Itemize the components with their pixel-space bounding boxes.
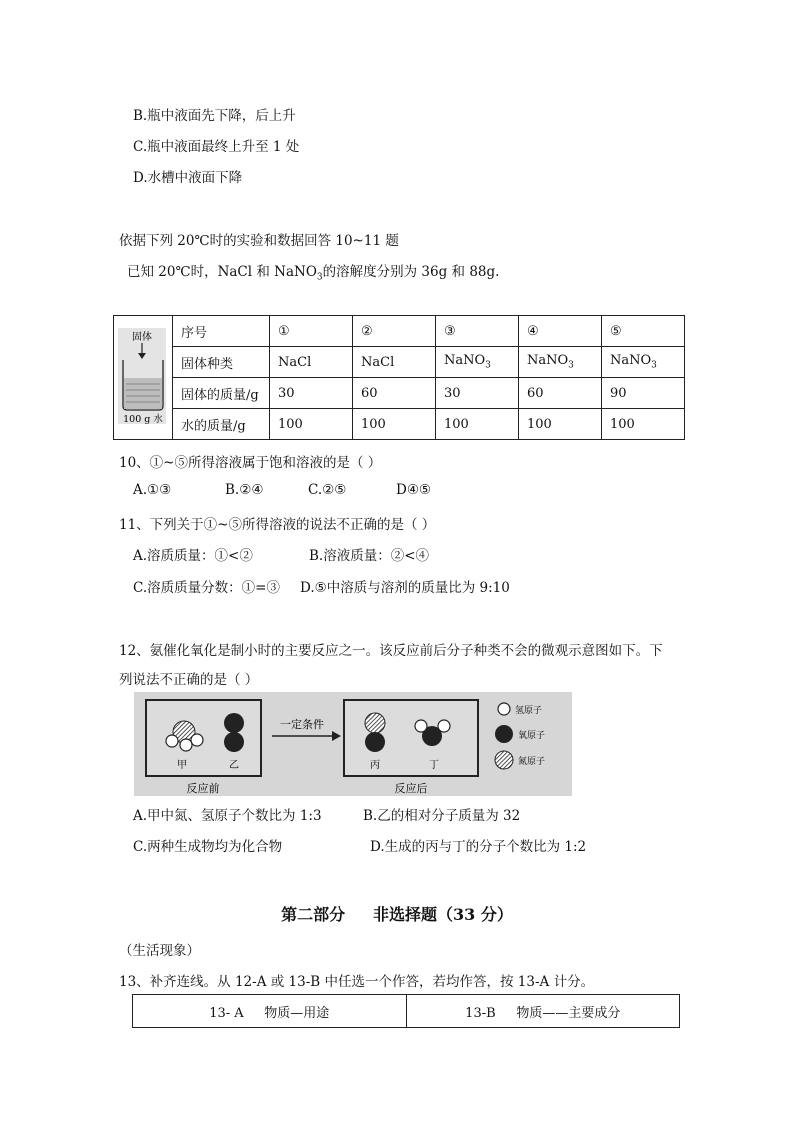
condition-label: 一定条件 [280, 718, 324, 731]
legend-oxygen: 氧原子 [518, 731, 546, 741]
q10-option-c: C.②⑤ [308, 482, 347, 498]
q12-option-c: C.两种生成物均为化合物 [133, 839, 283, 855]
table-cell: NaCl [270, 347, 353, 378]
table-cell: 固体种类 [173, 347, 270, 378]
q12-stem-line-2: 列说法不正确的是（ ） [119, 672, 259, 688]
before-label: 反应前 [186, 782, 220, 795]
table-cell: 水的质量/g [173, 409, 270, 440]
q10-stem: 10、①~⑤所得溶液属于饱和溶液的是（ ） [119, 455, 382, 471]
q11-stem: 11、下列关于①~⑤所得溶液的说法不正确的是（ ） [119, 517, 436, 533]
header-cell: 序号 [173, 316, 270, 347]
table-cell: 90 [602, 378, 685, 409]
q13-cell-a: 13- A 物质—用途 [133, 995, 407, 1028]
molecule-label-yi: 乙 [229, 760, 239, 771]
q11-option-b: B.溶液质量：②<④ [309, 548, 430, 564]
option-b-q9: B.瓶中液面先下降，后上升 [133, 108, 296, 124]
legend-hydrogen-icon [498, 703, 510, 715]
table-cell: NaNO$_3$ [519, 347, 602, 378]
beaker-icon [114, 326, 172, 426]
q12-stem-line-1: 12、氨催化氧化是制小时的主要反应之一。该反应前后分子种类不会的微观示意图如下。下 [119, 643, 663, 659]
q13-stem: 13、补齐连线。从 12-A 或 13-B 中任选一个作答，若均作答，按 13-A 计分。 [119, 974, 595, 990]
q10-option-d: D④⑤ [396, 482, 432, 498]
q12-option-d: D.生成的丙与丁的分子个数比为 1:2 [370, 839, 587, 855]
beaker-bottom-label: 100 g 水 [123, 413, 163, 425]
reaction-diagram [134, 692, 572, 796]
q12-option-a: A.甲中氮、氢原子个数比为 1:3 [133, 808, 322, 824]
header-cell: ④ [519, 316, 602, 347]
q10-option-a: A.①③ [133, 482, 172, 498]
q11-option-a: A.溶质质量：①<② [133, 548, 253, 564]
q13-table [132, 994, 680, 1028]
reaction-diagram-figure [134, 692, 572, 796]
table-cell: NaNO$_3$ [602, 347, 685, 378]
beaker-figure [114, 316, 173, 440]
table-cell: NaCl [353, 347, 436, 378]
q11-option-c: C.溶质质量分数：①=③ [133, 580, 280, 596]
molecule-label-bing: 丙 [370, 760, 380, 771]
header-cell: ③ [436, 316, 519, 347]
header-cell: ① [270, 316, 353, 347]
molecule-label-ding: 丁 [429, 760, 439, 771]
beaker-top-label: 固体 [132, 331, 152, 343]
legend-oxygen-icon [495, 725, 513, 743]
molecule-label-jia: 甲 [177, 760, 187, 771]
q12-option-b: B.乙的相对分子质量为 32 [363, 808, 521, 824]
legend-nitrogen-icon [495, 751, 513, 769]
section-title: 第二部分 非选择题（33 分） [281, 905, 513, 924]
intro-line-1: 依据下列 20℃时的实验和数据回答 10~11 题 [119, 233, 399, 249]
table-cell: 100 [270, 409, 353, 440]
table-cell: 30 [436, 378, 519, 409]
q13-cell-b: 13-B 物质——主要成分 [406, 995, 680, 1028]
arrow-icon [332, 731, 341, 741]
table-cell: NaNO$_3$ [436, 347, 519, 378]
intro-line-2: 已知 20℃时，NaCl 和 NaNO$_3$的溶解度分别为 36g 和 88g. [127, 264, 500, 283]
q10-option-b: B.②④ [225, 482, 264, 498]
q11-option-d: D.⑤中溶质与溶剂的质量比为 9:10 [300, 580, 510, 596]
option-d-q9: D.水槽中液面下降 [133, 170, 243, 186]
table-cell: 60 [353, 378, 436, 409]
solubility-table [113, 315, 685, 440]
legend-nitrogen: 氮原子 [518, 757, 546, 767]
legend-hydrogen: 氢原子 [515, 706, 543, 716]
table-cell: 固体的质量/g [173, 378, 270, 409]
header-cell: ⑤ [602, 316, 685, 347]
table-cell: 100 [519, 409, 602, 440]
after-label: 反应后 [394, 782, 428, 795]
header-cell: ② [353, 316, 436, 347]
subsection-label: （生活现象） [119, 943, 200, 959]
table-cell: 100 [353, 409, 436, 440]
table-cell: 100 [602, 409, 685, 440]
option-c-q9: C.瓶中液面最终上升至 1 处 [133, 139, 300, 155]
table-cell: 100 [436, 409, 519, 440]
table-cell: 30 [270, 378, 353, 409]
table-cell: 60 [519, 378, 602, 409]
